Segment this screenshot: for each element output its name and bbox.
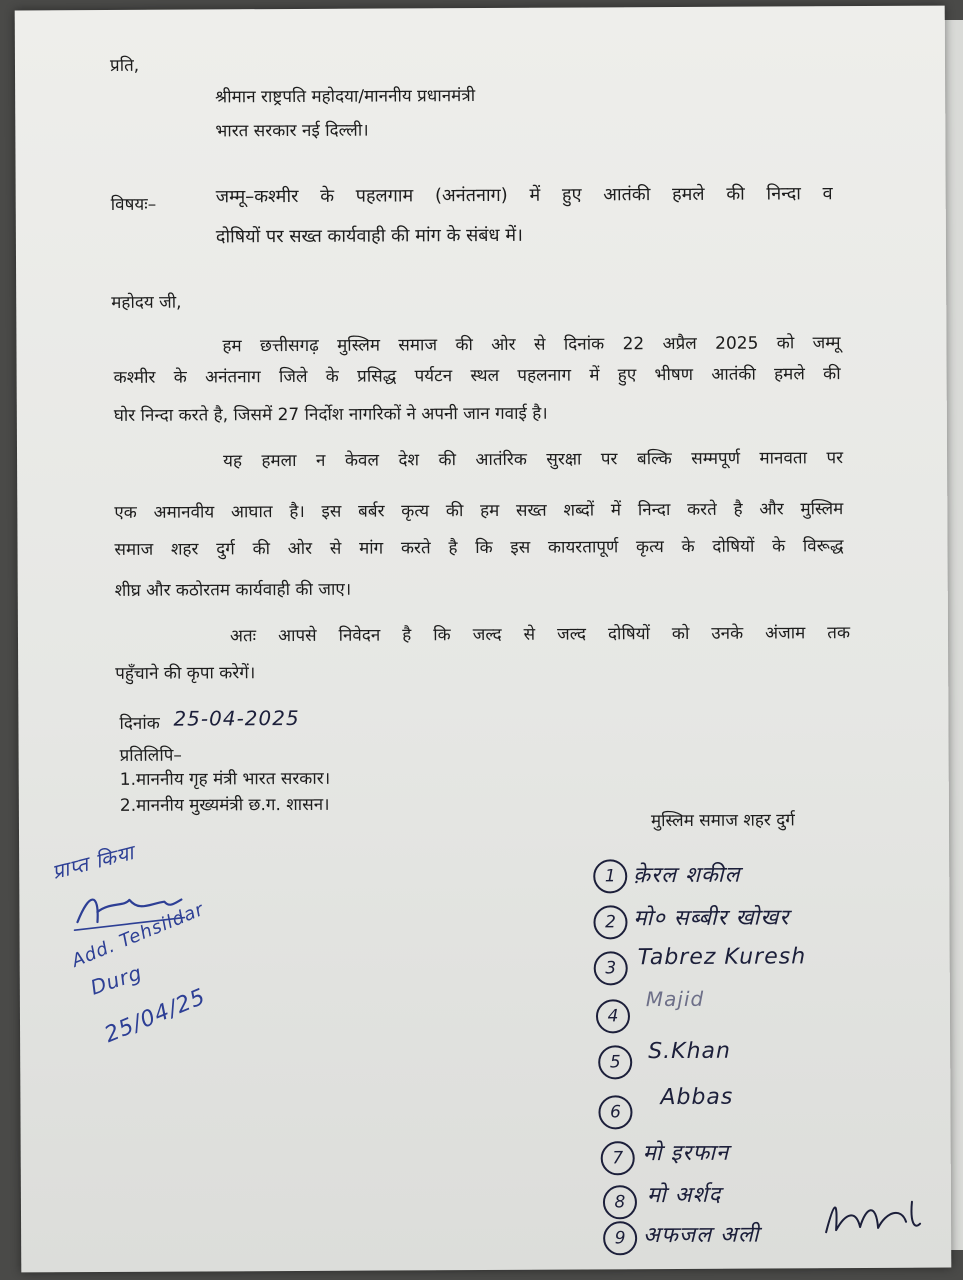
para3-line-1: अतः आपसे निवेदन है कि जल्द से जल्द दोषियों को उनके अंजाम तक <box>229 623 851 647</box>
para3-line-2: पहुँचाने की कृपा करेगें। <box>115 663 256 684</box>
signature-number: 6 <box>598 1095 632 1129</box>
signature-number: 1 <box>593 859 627 893</box>
signature-number: 8 <box>603 1185 637 1219</box>
para2-line-4: शीघ्र और कठोरतम कार्यवाही की जाए। <box>114 579 352 601</box>
subject-line-2: दोषियों पर सख्त कार्यवाही की मांग के संबंध में। <box>215 224 523 248</box>
addressee-line-2: भारत सरकार नई दिल्ली। <box>215 120 369 142</box>
copy-item-2: 2.माननीय मुख्यमंत्री छ.ग. शासन। <box>119 794 330 816</box>
signature-7: मो इरफान <box>642 1140 730 1167</box>
addressee-line-1: श्रीमान राष्ट्रपति महोदया/माननीय प्रधानमंत्री <box>215 86 476 108</box>
salutation: महोदय जी, <box>111 292 182 313</box>
signature-6: Abbas <box>660 1084 734 1111</box>
signature-number: 9 <box>603 1221 637 1255</box>
date-label: दिनांक <box>119 713 160 734</box>
letter-page <box>15 6 952 1273</box>
to-label: प्रति, <box>109 55 140 76</box>
subject-label: विषयः– <box>110 194 157 215</box>
para2-line-3: समाज शहर दुर्ग की ओर से मांग करते है कि इस कायरतापूर्ण कृत्य के दोषियों के विरूद्ध <box>114 536 844 560</box>
sender-name: मुस्लिम समाज शहर दुर्ग <box>650 810 795 832</box>
para2-line-2: एक अमानवीय आघात है। इस बर्बर कृत्य की हम सख्त शब्दों में निन्दा करते है और मुस्लिम <box>114 499 844 523</box>
signature-number: 3 <box>594 951 628 985</box>
signature-number: 7 <box>601 1141 635 1175</box>
signature-4: Majid <box>645 986 705 1012</box>
para1-line-2: कश्मीर के अनंतनाग जिले के प्रसिद्ध पर्यटन स्थल पहलनाग में हुए भीषण आतंकी हमले की <box>113 364 841 388</box>
signature-number: 4 <box>596 999 630 1033</box>
signature-3: Tabrez Kuresh <box>637 944 807 971</box>
para2-line-1: यह हमला न केवल देश की आतंरिक सुरक्षा पर बल्कि सम्मपूर्ण मानवता पर <box>223 448 844 472</box>
receipt-stamp-received: प्राप्त किया <box>49 840 137 885</box>
receipt-stamp-designation: Add. Tehsildar <box>68 898 208 972</box>
receipt-stamp-place: Durg <box>87 960 146 1000</box>
para1-line-3: घोर निन्दा करते है, जिसमें 27 निर्दोश नागरिकों ने अपनी जान गवाई है। <box>113 403 548 426</box>
date-handwritten: 25-04-2025 <box>173 705 300 731</box>
copy-label: प्रतिलिपि– <box>119 745 182 766</box>
signature-number: 5 <box>598 1045 632 1079</box>
receipt-stamp-date: 25/04/25 <box>101 984 210 1049</box>
copy-item-1: 1.माननीय गृह मंत्री भारत सरकार। <box>119 768 331 790</box>
signature-2: मो० सब्बीर खोखर <box>633 905 790 932</box>
para1-line-1: हम छत्तीसगढ़ मुस्लिम समाज की ओर से दिनांक 22 अप्रैल 2025 को जम्मू <box>222 333 841 357</box>
signature-5: S.Khan <box>648 1038 731 1065</box>
signature-9: अफजल अली <box>643 1222 760 1249</box>
signature-number: 2 <box>593 905 627 939</box>
subject-line-1: जम्मू–कश्मीर के पहलगाम (अनंतनाग) में हुए आतंकी हमले की निन्दा व <box>215 183 833 208</box>
signature-9-scrawl <box>816 1192 926 1243</box>
signature-1: क़ेरल शकील <box>633 862 741 889</box>
signature-8: मो अर्शद <box>646 1182 722 1209</box>
